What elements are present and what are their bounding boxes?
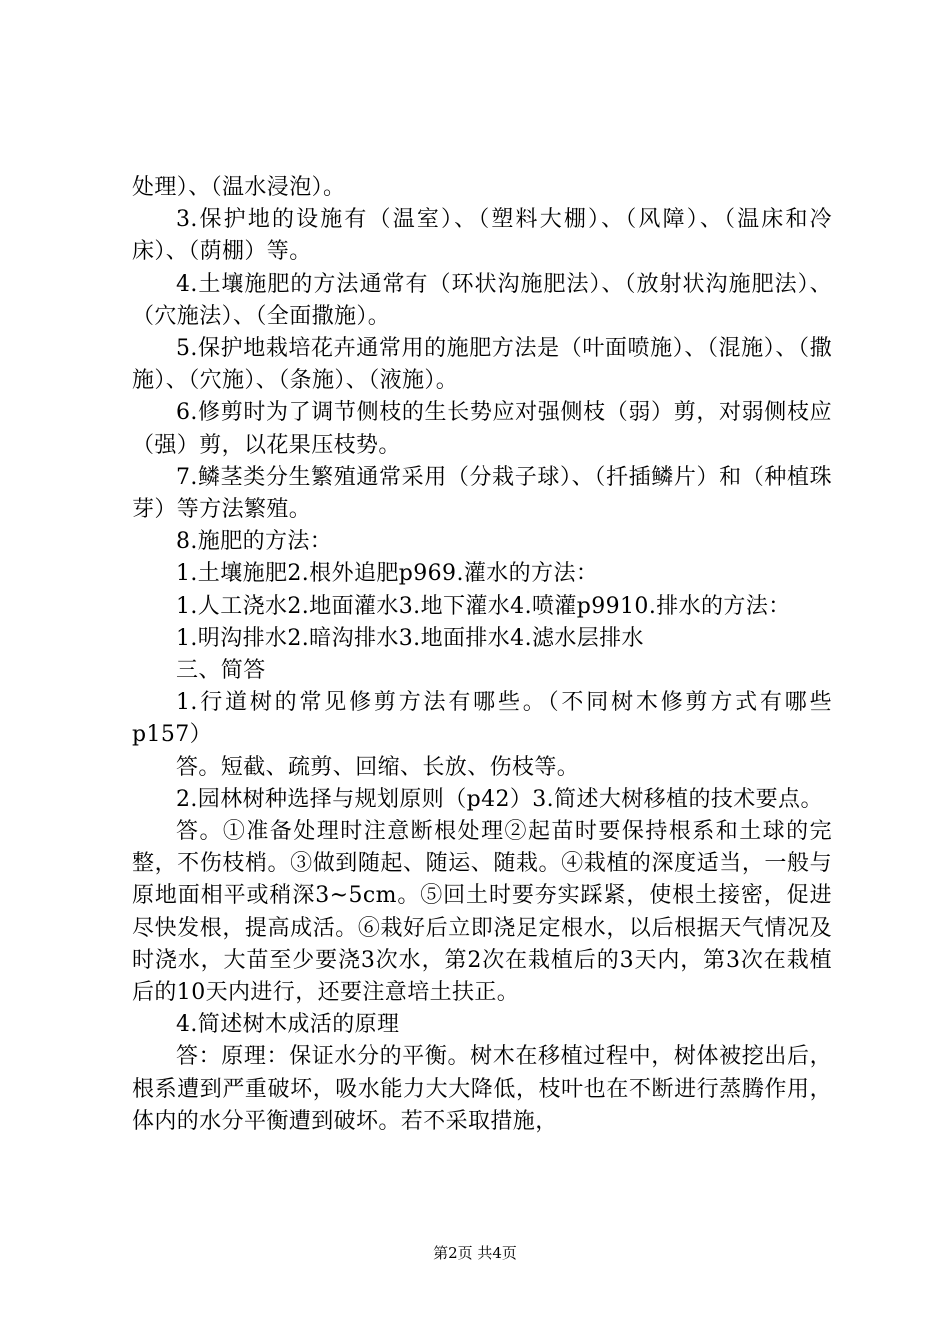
paragraph: 1.土壤施肥2.根外追肥p969.灌水的方法：: [176, 561, 599, 587]
paragraph: 4.简述树木成活的原理: [176, 1012, 400, 1038]
paragraph: 1.人工浇水2.地面灌水3.地下灌水4.喷灌p9910.排水的方法：: [176, 593, 791, 619]
paragraph: 8.施肥的方法：: [176, 529, 333, 555]
paragraph: 答。短截、疏剪、回缩、长放、伤枝等。: [176, 754, 580, 780]
paragraph: 3.保护地的设施有（温室）、（塑料大棚）、（风障）、（温床和冷床）、（荫棚）等。: [132, 207, 832, 265]
document-body: [132, 172, 832, 1138]
paragraph: 5.保护地栽培花卉通常用的施肥方法是（叶面喷施）、（混施）、（撒施）、（穴施）、（条施）、（液施）。: [132, 336, 832, 394]
paragraph: 1.明沟排水2.暗沟排水3.地面排水4.滤水层排水: [176, 625, 644, 651]
paragraph: 1.行道树的常见修剪方法有哪些。（不同树木修剪方式有哪些p157）: [132, 690, 832, 748]
paragraph: 处理）、（温水浸泡）。: [132, 175, 346, 200]
paragraph: 6.修剪时为了调节侧枝的生长势应对强侧枝（弱）剪，对弱侧枝应（强）剪，以花果压枝势。: [132, 400, 832, 458]
paragraph: 三、简答: [176, 658, 266, 684]
paragraph: 7.鳞茎类分生繁殖通常采用（分栽子球）、（扦插鳞片）和（种植珠芽）等方法繁殖。: [132, 464, 832, 523]
paragraph: 4.土壤施肥的方法通常有（环状沟施肥法）、（放射状沟施肥法）、（穴施法）、（全面撒施）。: [132, 271, 832, 329]
paragraph: 答：原理：保证水分的平衡。树木在移植过程中，树体被挖出后，根系遭到严重破坏，吸水能力大大降低，枝叶也在不断进行蒸腾作用，体内的水分平衡遭到破坏。若不采取措施，: [132, 1044, 832, 1134]
paragraph: 答。①准备处理时注意断根处理②起苗时要保持根系和土球的完整，不伤枝梢。③做到随起、随运、随栽。④栽植的深度适当，一般与原地面相平或稍深3~5cm。⑤回土时要夯实踩紧，使根土接密，促进尽快发根，提高成活。⑥栽好后立即浇足定根水，以后根据天气情况及时浇水，大苗至少要浇3次水，第2次在栽植后的3天内，第3次在栽植后的10天内进行，还要注意培土扶正。: [132, 819, 832, 1006]
page-footer: 第2页 共4页: [433, 1244, 517, 1262]
paragraph: 2.园林树种选择与规划原则（p42）3.简述大树移植的技术要点。: [176, 786, 823, 812]
